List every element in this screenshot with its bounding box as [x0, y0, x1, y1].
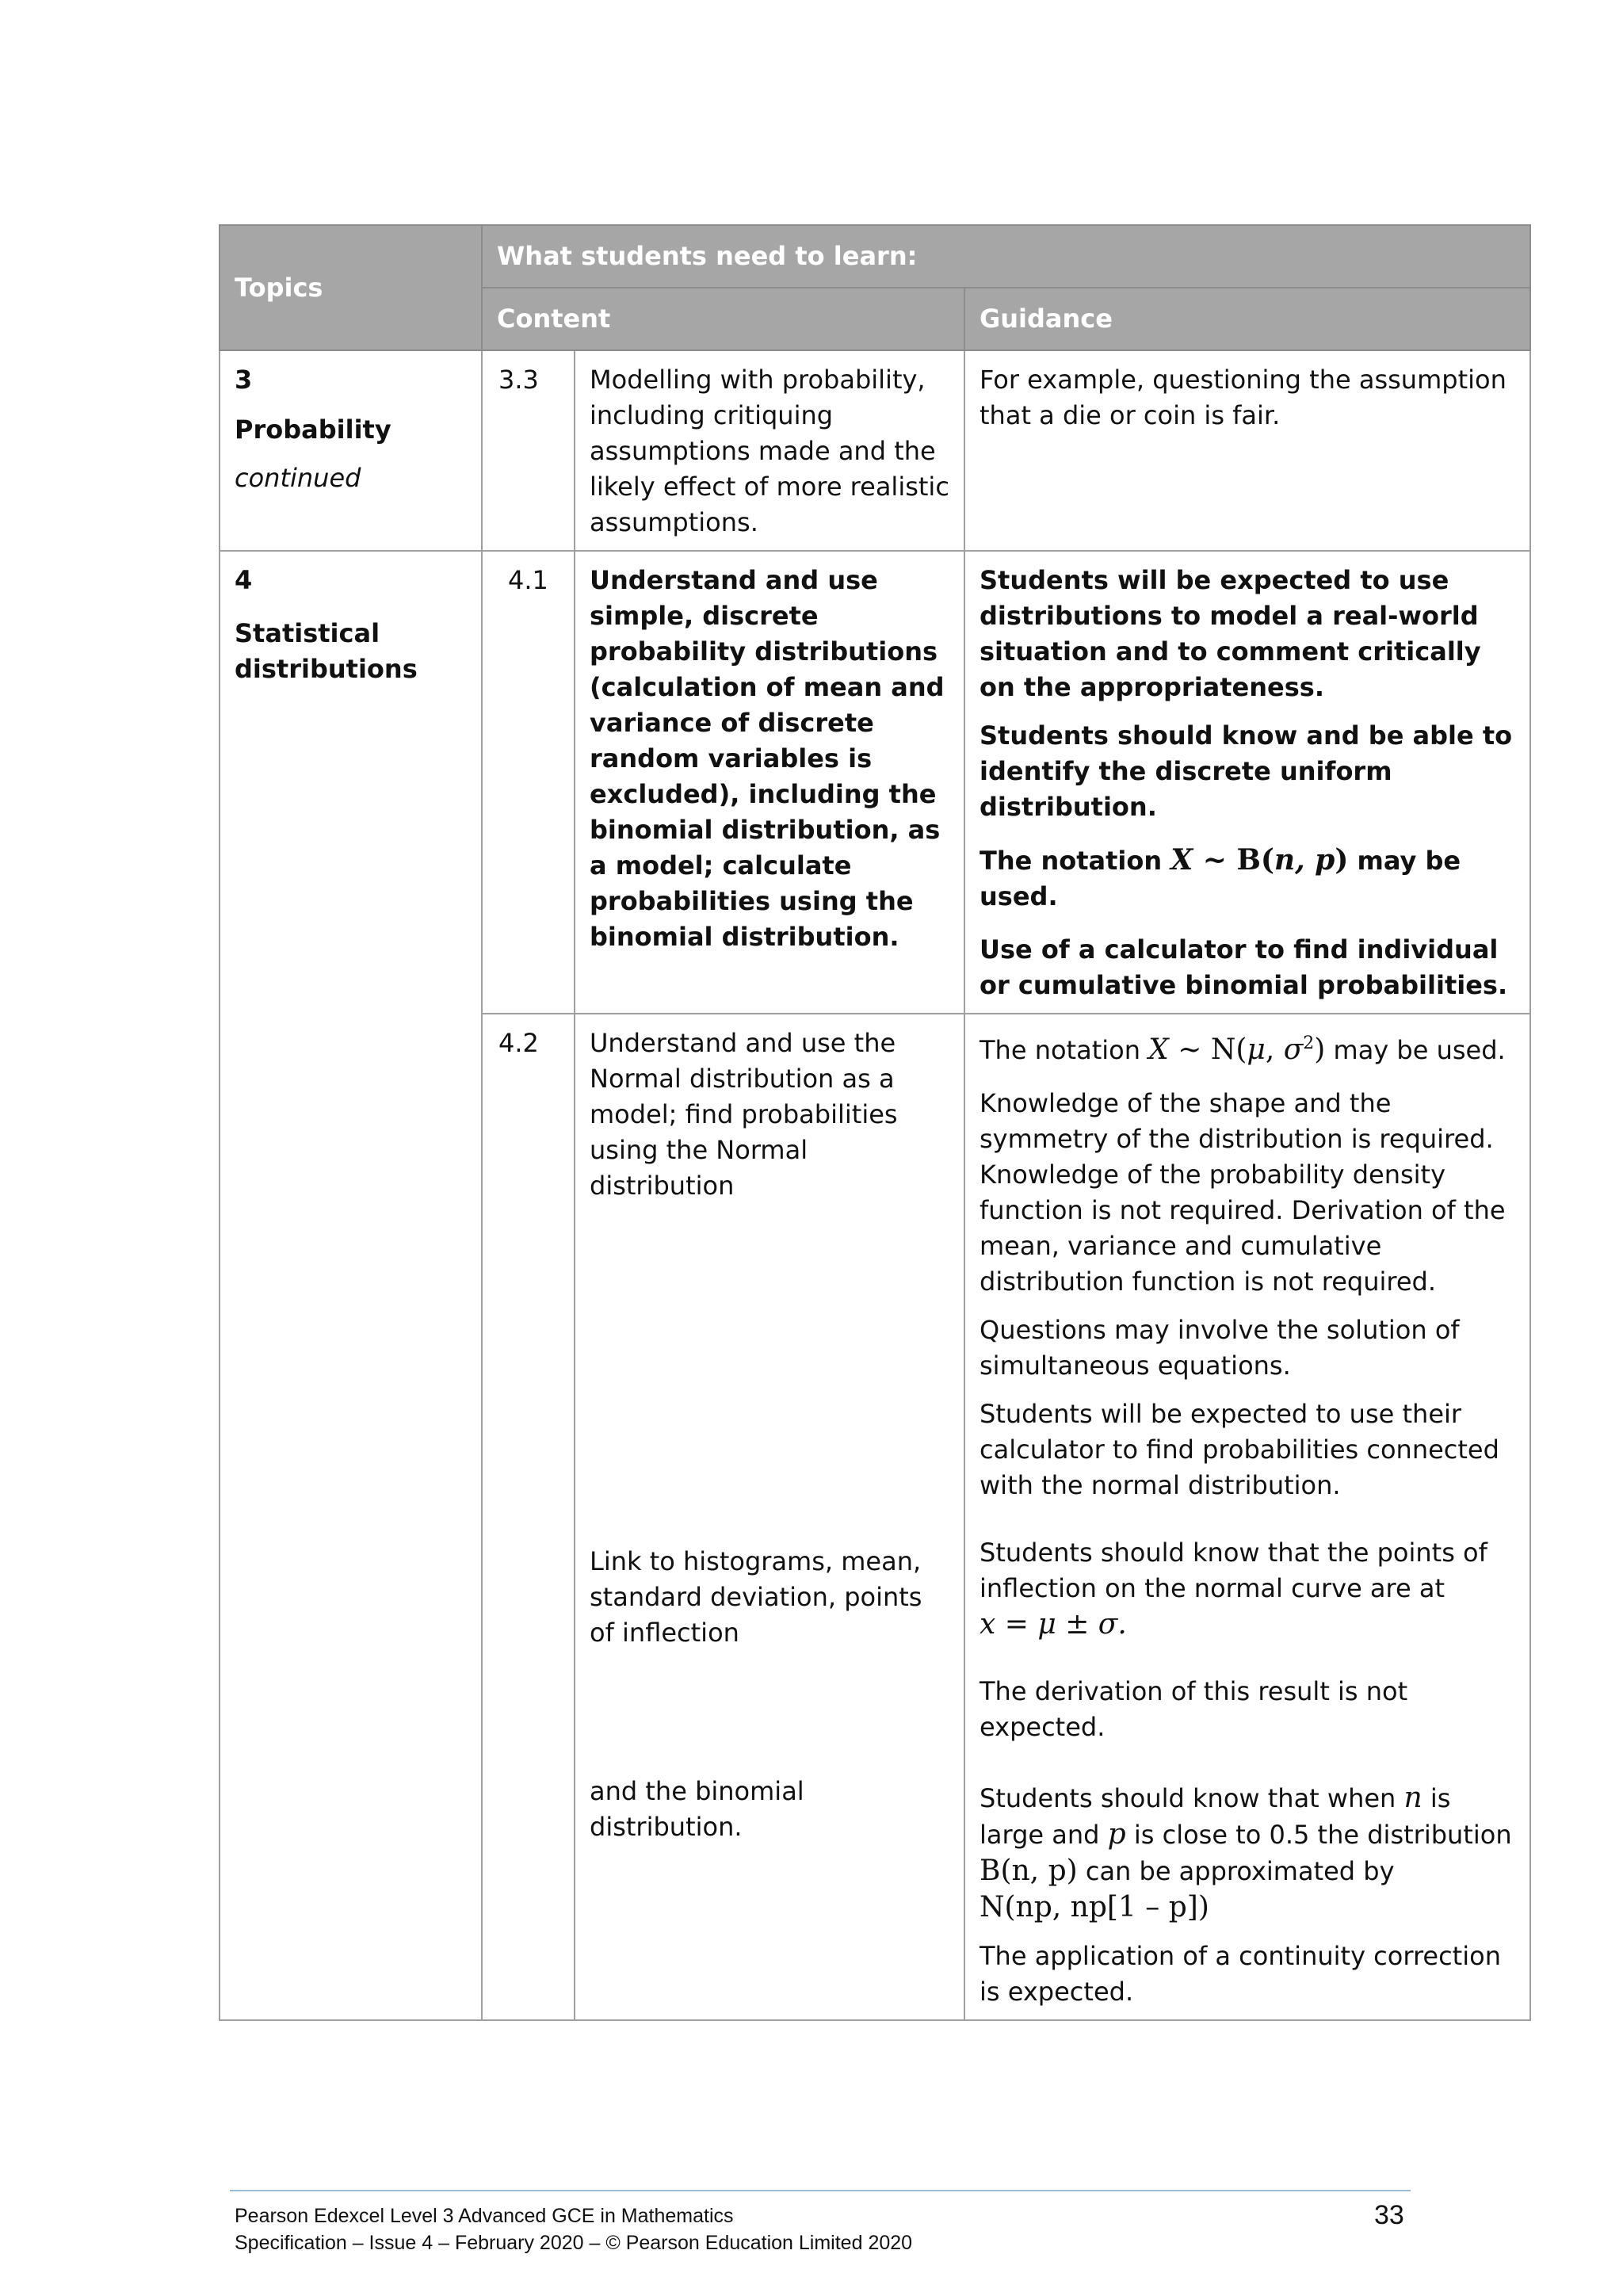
header-what-students-need-to-learn: What students need to learn: [482, 225, 1530, 288]
header-topics: Topics [220, 225, 482, 350]
footer-qualification: Pearson Edexcel Level 3 Advanced GCE in Mathematics [235, 2205, 734, 2227]
footer-specification: Specification – Issue 4 – February 2020 – © Pearson Education Limited 2020 [235, 2232, 913, 2254]
reference-number: 4.2 [482, 1014, 575, 2020]
table-row [220, 551, 1530, 1014]
inflection-formula: x = μ ± σ. [980, 1608, 1127, 1641]
topic-name: Statistical distributions [235, 618, 418, 684]
guidance-paragraph: The application of a continuity correction is expected. [980, 1941, 1501, 2007]
normal-notation: X ~ N(μ, $\sigma^2$) [1148, 1033, 1326, 1066]
binomial-formula: B(n, p) [980, 1855, 1078, 1887]
content-paragraph: Link to histograms, mean, standard deviation, points of inflection [590, 1546, 922, 1648]
guidance-paragraph: Use of a calculator to find individual or cumulative binomial probabilities. [980, 934, 1508, 1000]
guidance-paragraph: The notation X ~ B(n, p) may be used. [980, 843, 1461, 911]
guidance-paragraph: Students should know and be able to identify the discrete uniform distribution. [980, 720, 1513, 822]
guidance-paragraph: Knowledge of the shape and the symmetry of the distribution is required. Knowledge of the probability density function is not required. Derivation of the mean, variance and cumulative distribution function is not required. [980, 1088, 1506, 1297]
header-content: Content [482, 288, 964, 350]
content-paragraph: Understand and use the Normal distribution as a model; find probabilities using the Normal distribution [590, 1028, 898, 1201]
guidance-paragraph: Students will be expected to use distributions to model a real-world situation and to comment critically on the appropriateness. [980, 565, 1481, 702]
guidance-paragraph: Students will be expected to use their calculator to find probabilities connected with the normal distribution. [980, 1399, 1499, 1500]
guidance-paragraph: The notation X ~ N(μ, $\sigma^2$) may be used. [980, 1033, 1506, 1066]
guidance-paragraph: Students should know that the points of inflection on the normal curve are at [980, 1538, 1487, 1603]
page-number: 33 [1374, 2200, 1404, 2230]
content-cell: Understand and use simple, discrete probability distributions (calculation of mean and variance of discrete random variables is excluded), including the binomial distribution, as a model; calculate probabilities using the binomial distribution. [575, 551, 964, 1014]
normal-approximation-formula: N(np, np[1 – p]) [980, 1891, 1209, 1924]
content-cell: Modelling with probability, including critiquing assumptions made and the likely effect of more realistic assumptions. [575, 350, 964, 551]
guidance-cell: For example, questioning the assumption that a die or coin is fair. [964, 350, 1530, 551]
content-cell [575, 1014, 964, 2020]
header-guidance: Guidance [964, 288, 1530, 350]
topic-cell [220, 551, 482, 2020]
table-row [220, 350, 1530, 551]
guidance-paragraph: Questions may involve the solution of simultaneous equations. [980, 1315, 1460, 1381]
topic-number: 3 [235, 365, 253, 395]
topic-name: Probability [235, 415, 391, 445]
footer-divider [230, 2190, 1411, 2191]
guidance-cell [964, 551, 1530, 1014]
guidance-paragraph: The derivation of this result is not expected. [980, 1676, 1408, 1742]
guidance-paragraph: Students should know that when n is large and p is close to 0.5 the distribution B(n, p) can be approximated by N(np, np[1 – p]) [980, 1782, 1512, 1924]
guidance-cell [964, 1014, 1530, 2020]
reference-number: 4.1 [482, 551, 575, 1014]
topic-cell [220, 350, 482, 551]
content-paragraph: and the binomial distribution. [590, 1776, 804, 1842]
reference-number: 3.3 [482, 350, 575, 551]
topic-continued: continued [235, 463, 361, 493]
topic-number: 4 [235, 565, 253, 595]
binomial-notation: X ~ B(n, p) [1170, 843, 1349, 877]
specification-table [219, 224, 1531, 2021]
